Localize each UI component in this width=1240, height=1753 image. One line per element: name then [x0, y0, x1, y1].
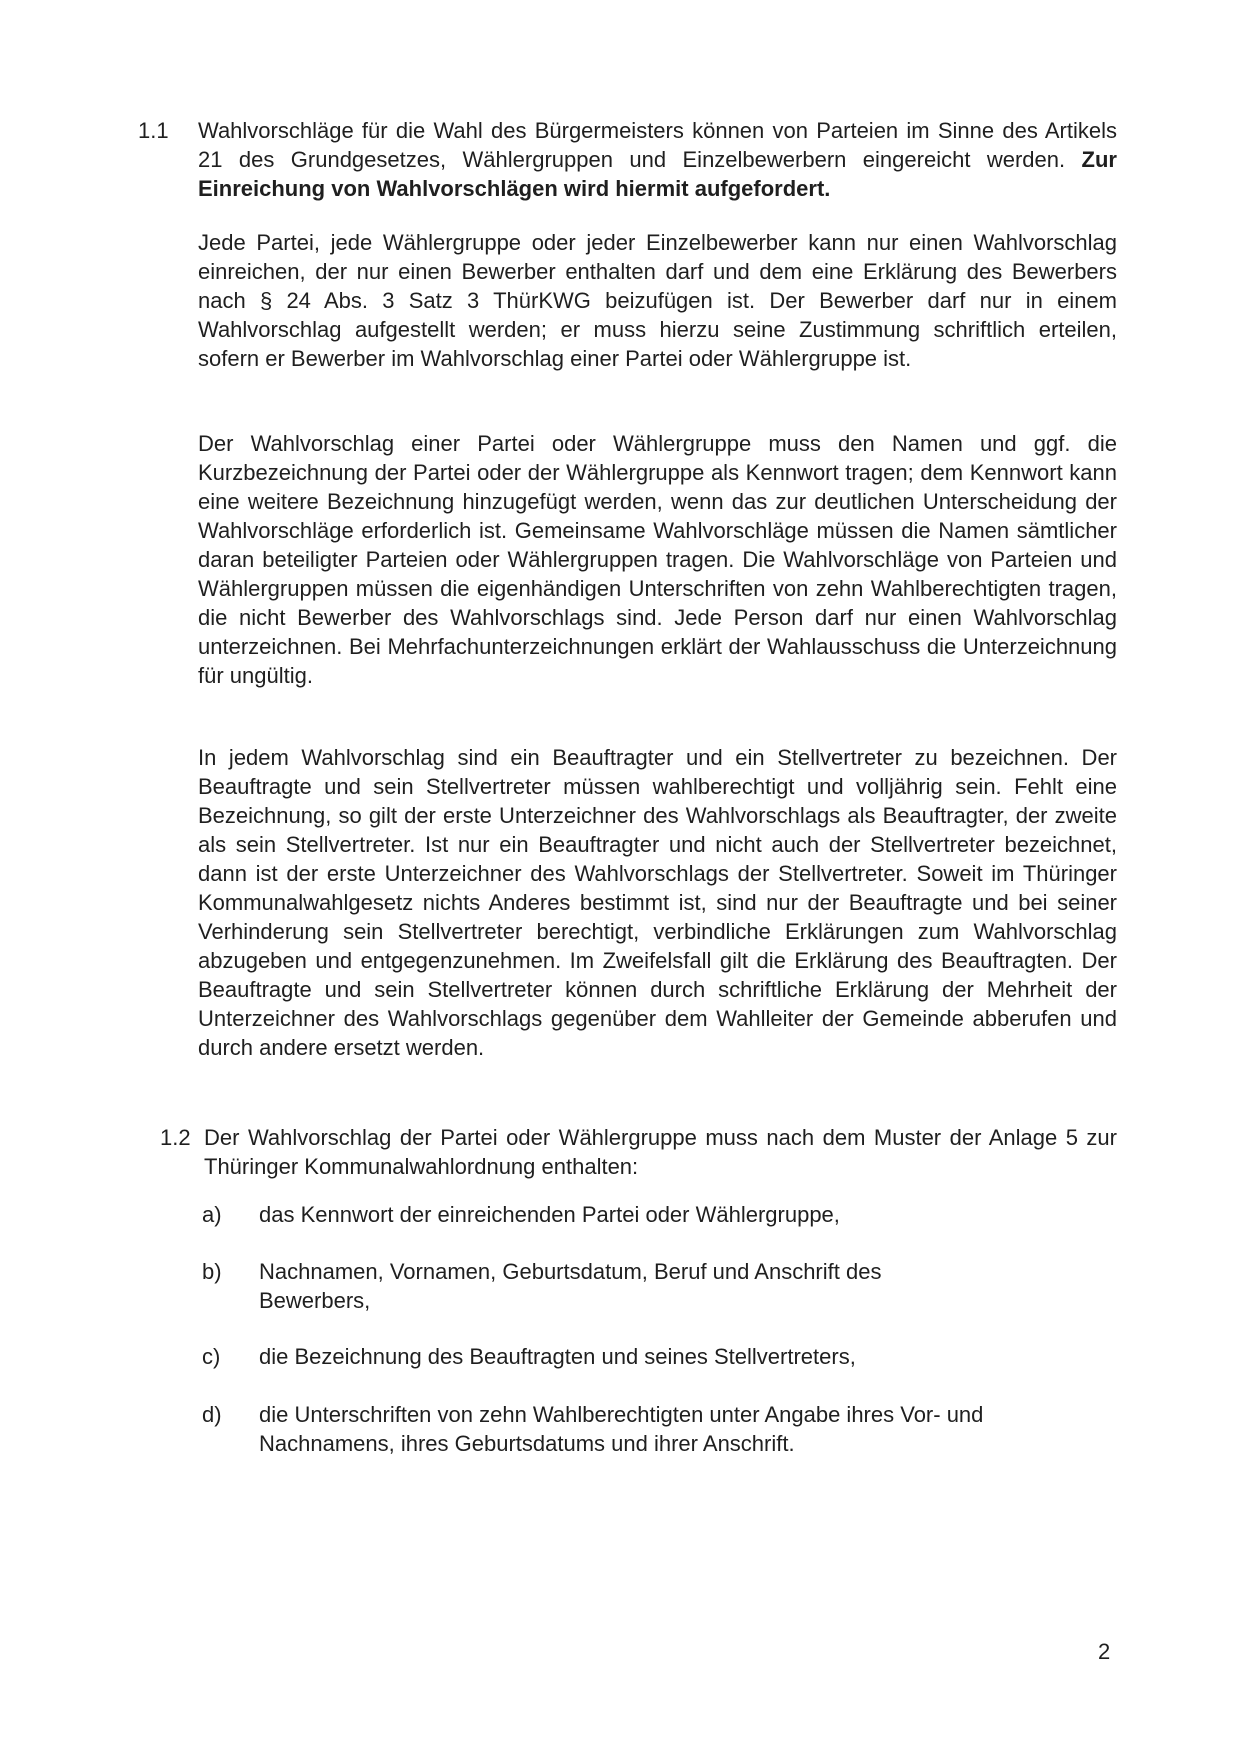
list-item-text: die Bezeichnung des Beauftragten und seines Stellvertreters,: [259, 1344, 856, 1369]
section-1-1-lead-bold: Zur Einreichung von Wahlvorschlägen wird hiermit aufgefordert.: [198, 147, 1117, 201]
list-item-letter: d): [202, 1402, 222, 1427]
section-number-1-1: 1.1: [138, 118, 169, 143]
section-number-1-2: 1.2: [160, 1125, 191, 1150]
list-item-letter: b): [202, 1259, 222, 1284]
section-1-1-paragraph-2: Jede Partei, jede Wählergruppe oder jeder Einzelbewerber kann nur einen Wahlvorschlag einreichen, der nur einen Bewerber enthalten darf und dem eine Erklärung des Bewerbers nach § 24 Abs. 3 Satz 3 ThürKWG beizufügen ist. Der Bewerber darf nur in einem Wahlvorschlag aufgestellt werden; er muss hierzu seine Zustimmung schriftlich erteilen, sofern er Bewerber im Wahlvorschlag einer Partei oder Wählergruppe ist.: [198, 230, 1117, 371]
page-number: 2: [1098, 1639, 1111, 1664]
list-item-text: das Kennwort der einreichenden Partei oder Wählergruppe,: [259, 1202, 840, 1227]
section-1-2-intro: Der Wahlvorschlag der Partei oder Wählergruppe muss nach dem Muster der Anlage 5 zur Thüringer Kommunalwahlordnung enthalten:: [204, 1125, 1117, 1179]
section-1-1-lead-paragraph: [198, 116, 1117, 203]
section-1-1-paragraph-3: Der Wahlvorschlag einer Partei oder Wählergruppe muss den Namen und ggf. die Kurzbezeichnung der Partei oder der Wählergruppe als Kennwort tragen; dem Kennwort kann eine weitere Bezeichnung hinzugefügt werden, wenn das zur deutlichen Unterscheidung der Wahlvorschläge erforderlich ist. Gemeinsame Wahlvorschläge müssen die Namen sämtlicher daran beteiligter Parteien oder Wählergruppen tragen. Die Wahlvorschläge von Parteien und Wählergruppen müssen die eigenhändigen Unterschriften von zehn Wahlberechtigten tragen, die nicht Bewerber des Wahlvorschlags sind. Jede Person darf nur einen Wahlvorschlag unterzeichnen. Bei Mehrfachunterzeichnungen erklärt der Wahlausschuss die Unterzeichnung für ungültig.: [198, 431, 1117, 688]
list-item-text: die Unterschriften von zehn Wahlberechtigten unter Angabe ihres Vor- und Nachnamens, ihres Geburtsdatums und ihrer Anschrift.: [259, 1402, 984, 1456]
list-item-letter: c): [202, 1344, 221, 1369]
section-1-1-paragraph-4: In jedem Wahlvorschlag sind ein Beauftragter und ein Stellvertreter zu bezeichnen. Der Beauftragte und sein Stellvertreter müssen wahlberechtigt und volljährig sein. Fehlt eine Bezeichnung, so gilt der erste Unterzeichner des Wahlvorschlags als Beauftragter, der zweite als sein Stellvertreter. Ist nur ein Beauftragter und nicht auch der Stellvertreter bezeichnet, dann ist der erste Unterzeichner des Wahlvorschlags der Stellvertreter. Soweit im Thüringer Kommunalwahlgesetz nichts Anderes bestimmt ist, sind nur der Beauftragte und bei seiner Verhinderung sein Stellvertreter berechtigt, verbindliche Erklärungen zum Wahlvorschlag abzugeben und entgegenzunehmen. Im Zweifelsfall gilt die Erklärung des Beauftragten. Der Beauftragte und sein Stellvertreter können durch schriftliche Erklärung der Mehrheit der Unterzeichner des Wahlvorschlags gegenüber dem Wahlleiter der Gemeinde abberufen und durch andere ersetzt werden.: [198, 745, 1117, 1060]
section-1-1-lead-text: Wahlvorschläge für die Wahl des Bürgermeisters können von Parteien im Sinne des Artikels 21 des Grundgesetzes, Wählergruppen und Einzelbewerbern eingereicht werden.: [198, 118, 1117, 172]
list-item-text: Nachnamen, Vornamen, Geburtsdatum, Beruf und Anschrift des Bewerbers,: [259, 1259, 882, 1313]
list-item-letter: a): [202, 1202, 222, 1227]
